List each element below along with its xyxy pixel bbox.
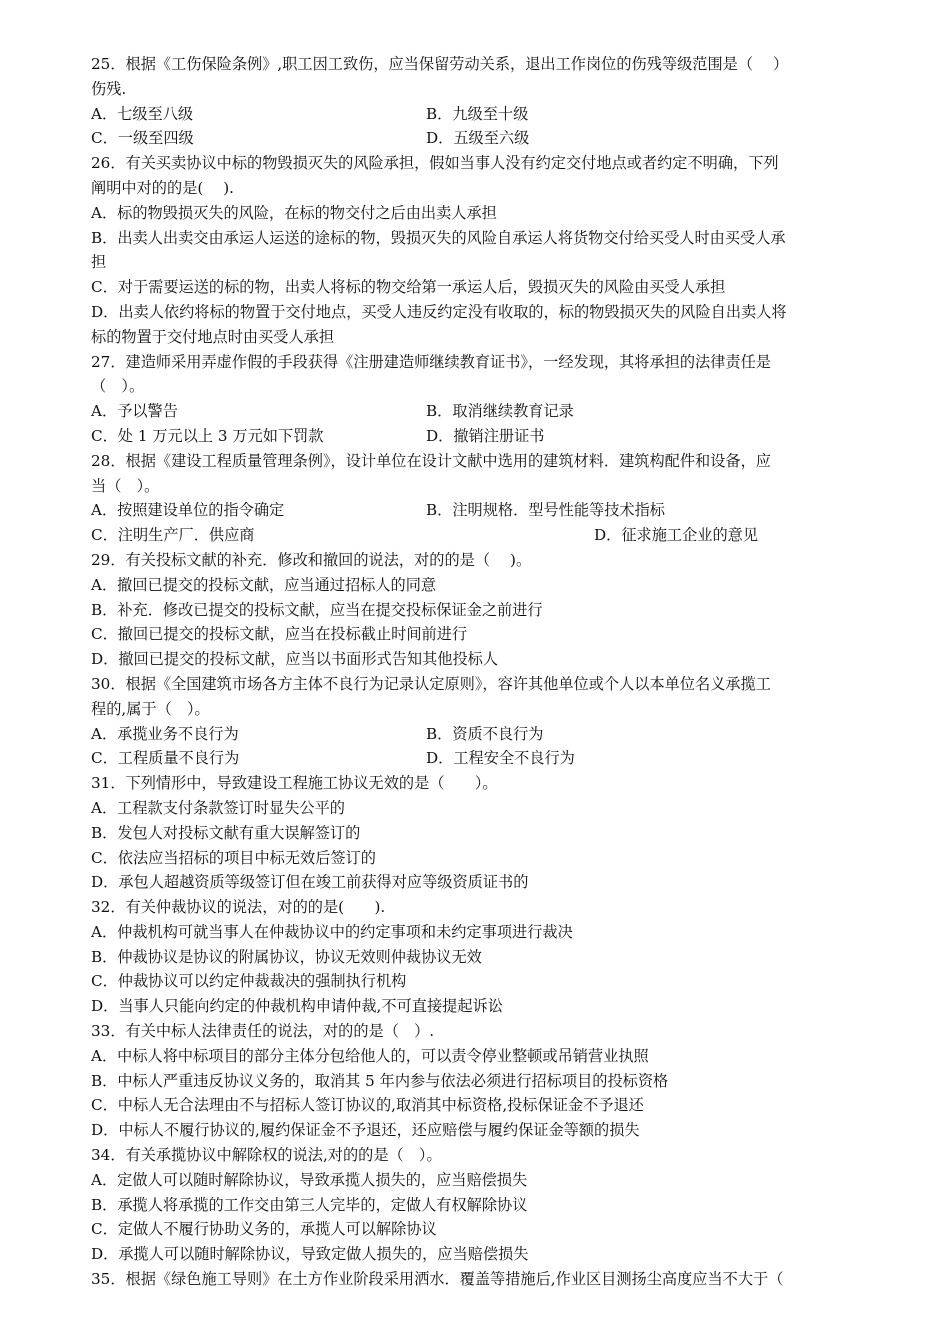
option-d: D．承揽人可以随时解除协议，导致定做人损失的，应当赔偿损失 xyxy=(91,1245,529,1264)
option-b: B．中标人严重违反协议义务的，取消其 5 年内参与依法必须进行招标项目的投标资格 xyxy=(91,1071,669,1090)
option-d: D．出卖人依约将标的物置于交付地点，买受人违反约定没有收取的，标的物毁损灭失的风险自出卖人将 xyxy=(91,302,787,321)
question-stem: 31．下列情形中，导致建设工程施工协议无效的是（ ）。 xyxy=(91,774,498,793)
option-b: B．资质不良行为 xyxy=(426,724,544,743)
option-a: A．仲裁机构可就当事人在仲裁协议中的约定事项和未约定事项进行裁决 xyxy=(91,922,573,941)
option-a: A．按照建设单位的指令确定 xyxy=(91,501,285,520)
question-stem: （ ）。 xyxy=(91,377,145,396)
option-b: B．出卖人出卖交由承运人运送的途标的物，毁损灭失的风险自承运人将货物交付给买受人时由买受人承 xyxy=(91,228,786,247)
option-d: D．承包人超越资质等级签订但在竣工前获得对应等级资质证书的 xyxy=(91,873,529,892)
option-row xyxy=(91,746,861,771)
option-a: A．七级至八级 xyxy=(91,104,194,123)
option-d: D．撤销注册证书 xyxy=(426,426,545,445)
option-d: D．当事人只能向约定的仲裁机构申请仲裁,不可直接提起诉讼 xyxy=(91,997,503,1016)
question-35 xyxy=(91,1267,861,1292)
option-b: B．仲裁协议是协议的附属协议，协议无效则仲裁协议无效 xyxy=(91,947,482,966)
option-c: C．仲裁协议可以约定仲裁裁决的强制执行机构 xyxy=(91,972,407,991)
option-row xyxy=(91,424,861,449)
option-a: A．承揽业务不良行为 xyxy=(91,724,239,743)
option-b-cont: 担 xyxy=(91,253,107,272)
question-28 xyxy=(91,449,861,548)
question-29 xyxy=(91,548,861,672)
question-stem: 26．有关买卖协议中标的物毁损灭失的风险承担，假如当事人没有约定交付地点或者约定不明确，下列 xyxy=(91,154,779,173)
question-34 xyxy=(91,1143,861,1267)
question-stem: 35．根据《绿色施工导则》在土方作业阶段采用洒水．覆盖等措施后,作业区目测扬尘高度应当不大于（ xyxy=(91,1270,784,1289)
option-row xyxy=(91,722,861,747)
option-c: C．中标人无合法理由不与招标人签订协议的,取消其中标资格,投标保证金不予退还 xyxy=(91,1096,644,1115)
question-stem: 32．有关仲裁协议的说法，对的的是( ). xyxy=(91,898,386,917)
option-a: A．定做人可以随时解除协议，导致承揽人损失的，应当赔偿损失 xyxy=(91,1170,528,1189)
question-stem: 30．根据《全国建筑市场各方主体不良行为记录认定原则》，容许其他单位或个人以本单位名义承揽工 xyxy=(91,674,771,693)
option-b: B．承揽人将承揽的工作交由第三人完毕的，定做人有权解除协议 xyxy=(91,1195,528,1214)
question-stem: 28．根据《建设工程质量管理条例》，设计单位在设计文献中选用的建筑材料．建筑构配件和设备，应 xyxy=(91,451,771,470)
document-page xyxy=(91,52,861,1292)
question-32 xyxy=(91,895,861,1019)
option-row xyxy=(91,126,861,151)
question-stem: 当（ ）。 xyxy=(91,476,160,495)
option-b: B．发包人对投标文献有重大误解签订的 xyxy=(91,823,361,842)
option-c: C．对于需要运送的标的物，出卖人将标的物交给第一承运人后，毁损灭失的风险由买受人承担 xyxy=(91,278,726,297)
option-c: C．注明生产厂．供应商 xyxy=(91,526,255,545)
question-33 xyxy=(91,1019,861,1143)
option-a: A．中标人将中标项目的部分主体分包给他人的，可以责令停业整顿或吊销营业执照 xyxy=(91,1046,649,1065)
question-stem: 25．根据《工伤保险条例》,职工因工致伤，应当保留劳动关系，退出工作岗位的伤残等级范围是（ ） xyxy=(91,55,789,73)
question-27 xyxy=(91,350,861,449)
question-stem: 程的,属于（ ）。 xyxy=(91,699,210,718)
option-b: B．九级至十级 xyxy=(426,104,529,123)
option-d: D．五级至六级 xyxy=(426,129,530,148)
option-d-cont: 标的物置于交付地点时由买受人承担 xyxy=(91,327,334,346)
question-stem: 34．有关承揽协议中解除权的说法,对的的是（ ）。 xyxy=(91,1146,442,1165)
option-a: A．予以警告 xyxy=(91,402,178,421)
option-b: B．注明规格．型号性能等技术指标 xyxy=(426,501,665,520)
option-c: C．撤回已提交的投标文献，应当在投标截止时间前进行 xyxy=(91,625,468,644)
option-row xyxy=(91,399,861,424)
option-a: A．撤回已提交的投标文献，应当通过招标人的同意 xyxy=(91,575,437,594)
question-stem: 33．有关中标人法律责任的说法，对的的是（ ）. xyxy=(91,1022,435,1041)
option-d: D．工程安全不良行为 xyxy=(426,749,575,768)
option-d: D．征求施工企业的意见 xyxy=(594,526,759,545)
option-a: A．标的物毁损灭失的风险，在标的物交付之后由出卖人承担 xyxy=(91,203,497,222)
option-c: C．定做人不履行协助义务的，承揽人可以解除协议 xyxy=(91,1220,437,1239)
option-a: A．工程款支付条款签订时显失公平的 xyxy=(91,798,345,817)
option-c: C．依法应当招标的项目中标无效后签订的 xyxy=(91,848,376,867)
option-row xyxy=(91,102,861,127)
option-row xyxy=(91,498,861,523)
question-stem: 29．有关投标文献的补充．修改和撤回的说法，对的的是（ )。 xyxy=(91,550,532,569)
option-b: B．取消继续教育记录 xyxy=(426,402,574,421)
option-c: C．工程质量不良行为 xyxy=(91,749,240,768)
option-c: C．一级至四级 xyxy=(91,129,194,148)
option-d: D．撤回已提交的投标文献，应当以书面形式告知其他投标人 xyxy=(91,650,499,669)
question-stem: 伤残. xyxy=(91,79,127,98)
option-row xyxy=(91,523,861,548)
question-stem: 27．建造师采用弄虚作假的手段获得《注册建造师继续教育证书》，一经发现，其将承担的法律责任是 xyxy=(91,352,771,371)
option-c: C．处 1 万元以上 3 万元如下罚款 xyxy=(91,426,324,445)
question-30 xyxy=(91,672,861,771)
question-stem: 阐明中对的的是( ). xyxy=(91,178,235,197)
question-31 xyxy=(91,771,861,895)
question-25 xyxy=(91,52,861,151)
question-26 xyxy=(91,151,861,349)
option-b: B．补充．修改已提交的投标文献，应当在提交投标保证金之前进行 xyxy=(91,600,543,619)
option-d: D．中标人不履行协议的,履约保证金不予退还，还应赔偿与履约保证金等额的损失 xyxy=(91,1121,640,1140)
